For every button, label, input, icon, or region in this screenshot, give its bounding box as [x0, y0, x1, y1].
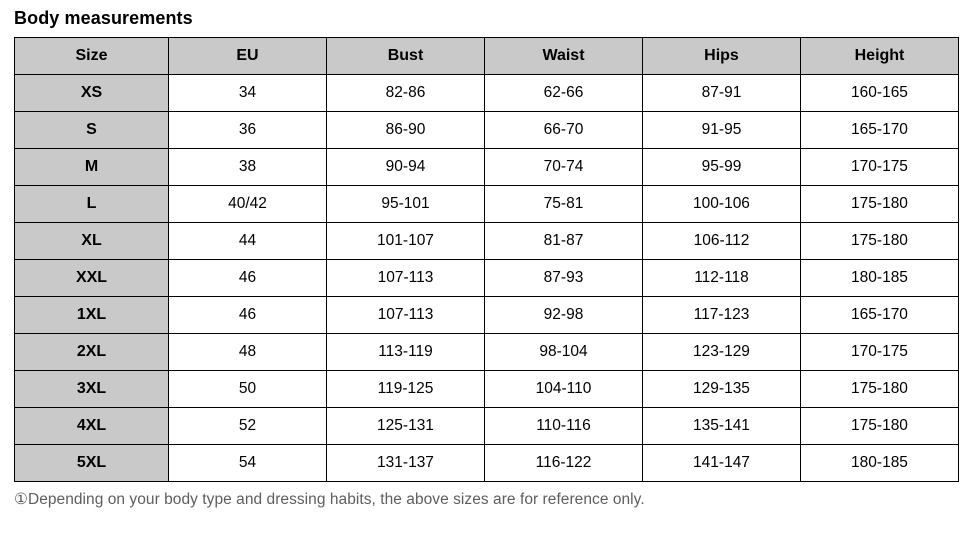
cell-eu: 38 [169, 149, 327, 186]
table-row [15, 371, 959, 408]
cell-height: 160-165 [801, 75, 959, 112]
cell-bust: 101-107 [327, 223, 485, 260]
cell-hips: 95-99 [643, 149, 801, 186]
cell-size: M [15, 149, 169, 186]
cell-hips: 112-118 [643, 260, 801, 297]
table-header [15, 38, 959, 75]
table-row [15, 75, 959, 112]
cell-waist: 98-104 [485, 334, 643, 371]
cell-height: 170-175 [801, 149, 959, 186]
cell-waist: 81-87 [485, 223, 643, 260]
cell-bust: 125-131 [327, 408, 485, 445]
cell-size: XL [15, 223, 169, 260]
cell-height: 170-175 [801, 334, 959, 371]
disclaimer-note: ①Depending on your body type and dressing habits, the above sizes are for reference only. [14, 491, 645, 508]
cell-height: 175-180 [801, 408, 959, 445]
cell-bust: 107-113 [327, 260, 485, 297]
cell-hips: 100-106 [643, 186, 801, 223]
cell-waist: 87-93 [485, 260, 643, 297]
table-body [15, 75, 959, 482]
cell-eu: 52 [169, 408, 327, 445]
cell-bust: 113-119 [327, 334, 485, 371]
table-container [0, 37, 971, 482]
cell-waist: 110-116 [485, 408, 643, 445]
cell-eu: 48 [169, 334, 327, 371]
cell-waist: 92-98 [485, 297, 643, 334]
table-row [15, 149, 959, 186]
cell-waist: 116-122 [485, 445, 643, 482]
cell-size: 3XL [15, 371, 169, 408]
cell-size: XXL [15, 260, 169, 297]
table-header-row [15, 38, 959, 75]
cell-bust: 95-101 [327, 186, 485, 223]
column-header-eu: EU [169, 38, 327, 75]
cell-bust: 86-90 [327, 112, 485, 149]
cell-eu: 54 [169, 445, 327, 482]
cell-hips: 117-123 [643, 297, 801, 334]
cell-hips: 141-147 [643, 445, 801, 482]
cell-eu: 46 [169, 260, 327, 297]
cell-waist: 66-70 [485, 112, 643, 149]
cell-eu: 46 [169, 297, 327, 334]
body-measurements-table [14, 37, 959, 482]
column-header-hips: Hips [643, 38, 801, 75]
cell-bust: 82-86 [327, 75, 485, 112]
cell-bust: 107-113 [327, 297, 485, 334]
table-row [15, 186, 959, 223]
cell-height: 165-170 [801, 297, 959, 334]
cell-bust: 131-137 [327, 445, 485, 482]
column-header-waist: Waist [485, 38, 643, 75]
cell-height: 175-180 [801, 186, 959, 223]
table-row [15, 223, 959, 260]
table-row [15, 334, 959, 371]
table-row [15, 408, 959, 445]
table-row [15, 297, 959, 334]
cell-height: 175-180 [801, 371, 959, 408]
cell-hips: 87-91 [643, 75, 801, 112]
cell-eu: 34 [169, 75, 327, 112]
cell-size: 2XL [15, 334, 169, 371]
cell-hips: 129-135 [643, 371, 801, 408]
cell-size: L [15, 186, 169, 223]
table-row [15, 260, 959, 297]
cell-eu: 44 [169, 223, 327, 260]
cell-size: 4XL [15, 408, 169, 445]
column-header-size: Size [15, 38, 169, 75]
cell-waist: 70-74 [485, 149, 643, 186]
cell-height: 180-185 [801, 445, 959, 482]
cell-size: 5XL [15, 445, 169, 482]
cell-hips: 91-95 [643, 112, 801, 149]
cell-waist: 104-110 [485, 371, 643, 408]
cell-size: XS [15, 75, 169, 112]
page-title: Body measurements [14, 8, 193, 28]
column-header-height: Height [801, 38, 959, 75]
cell-height: 175-180 [801, 223, 959, 260]
cell-eu: 36 [169, 112, 327, 149]
cell-eu: 40/42 [169, 186, 327, 223]
cell-waist: 75-81 [485, 186, 643, 223]
cell-size: S [15, 112, 169, 149]
cell-hips: 123-129 [643, 334, 801, 371]
cell-bust: 119-125 [327, 371, 485, 408]
cell-height: 180-185 [801, 260, 959, 297]
cell-hips: 135-141 [643, 408, 801, 445]
cell-bust: 90-94 [327, 149, 485, 186]
cell-eu: 50 [169, 371, 327, 408]
column-header-bust: Bust [327, 38, 485, 75]
cell-hips: 106-112 [643, 223, 801, 260]
table-row [15, 112, 959, 149]
cell-waist: 62-66 [485, 75, 643, 112]
table-row [15, 445, 959, 482]
cell-height: 165-170 [801, 112, 959, 149]
cell-size: 1XL [15, 297, 169, 334]
